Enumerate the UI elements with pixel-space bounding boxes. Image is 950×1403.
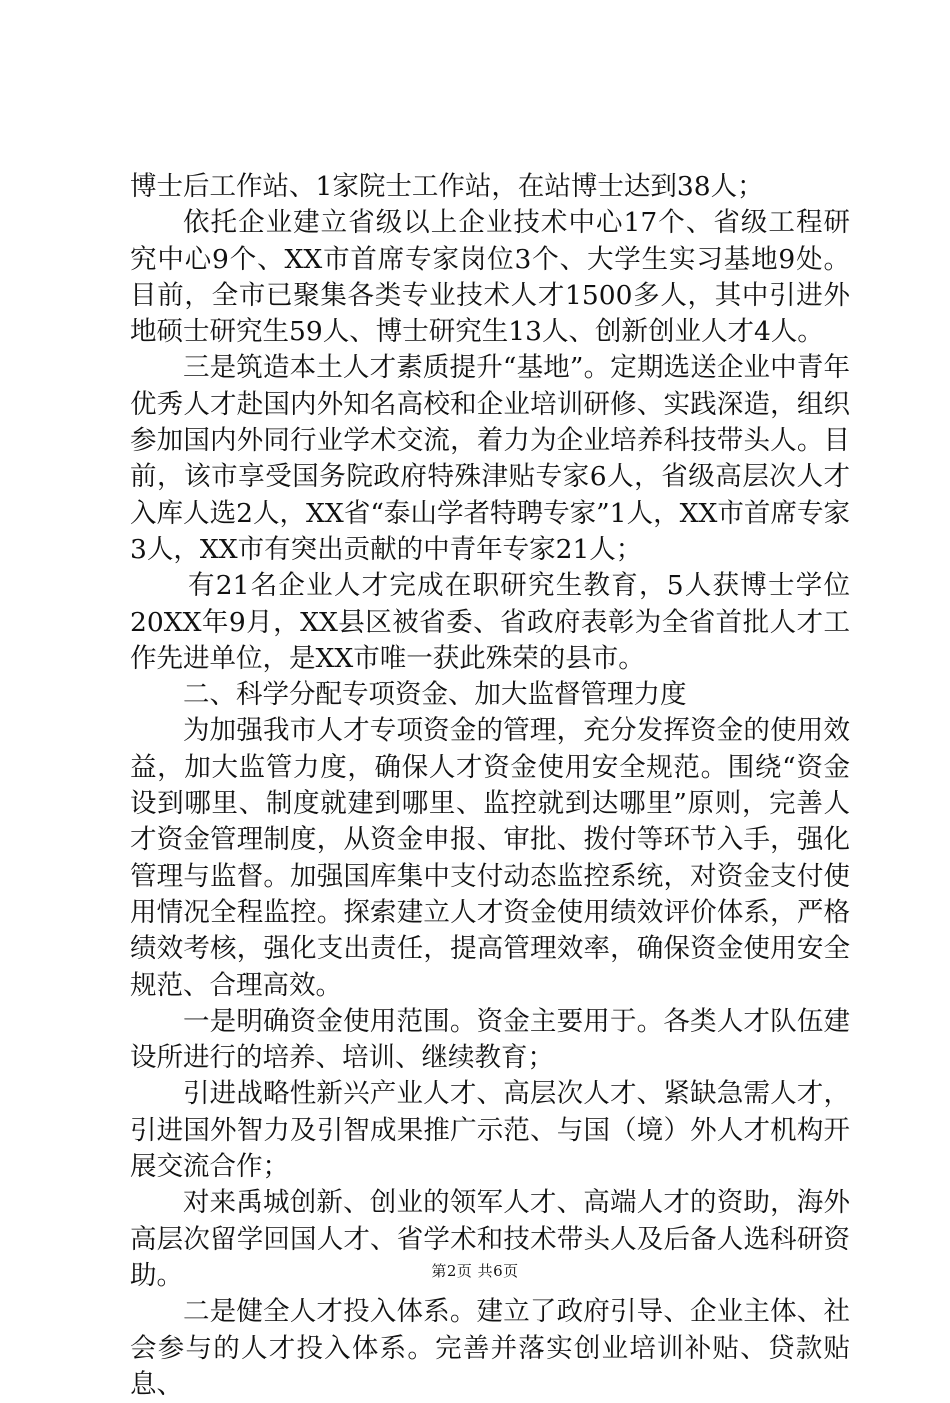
paragraph-fund-scope: 一是明确资金使用范围。资金主要用于。各类人才队伍建设所进行的培养、培训、继续教育； bbox=[130, 1005, 850, 1074]
paragraph-enterprise-centers: 依托企业建立省级以上企业技术中心17个、省级工程研究中心9个、XX市首席专家岗位3个、大学生实习基地9处。目前，全市已聚集各类专业技术人才1500多人，其中引进外地硕士研究生59人、博士研究生13人、创新创业人才4人。 bbox=[130, 207, 850, 348]
paragraph-investment-system: 二是健全人才投入体系。建立了政府引导、企业主体、社会参与的人才投入体系。完善并落实创业培训补贴、贷款贴息、 bbox=[130, 1296, 850, 1400]
paragraph-local-talent-base: 三是筑造本土人才素质提升“基地”。定期选送企业中青年优秀人才赴国内外知名高校和企业培训研修、实践深造，组织参加国内外同行业学术交流，着力为企业培养科技带头人。目前，该市享受国务院政府特殊津贴专家6人，省级高层次人才入库人选2人，XX省“泰山学者特聘专家”1人，XX市首席专家3人，XX市有突出贡献的中青年专家21人； bbox=[130, 352, 850, 565]
document-body bbox=[130, 169, 850, 1403]
section-heading-funds: 二、科学分配专项资金、加大监督管理力度 bbox=[183, 679, 687, 711]
paragraph-continuation: 博士后工作站、1家院士工作站，在站博士达到38人； bbox=[130, 171, 764, 202]
paragraph-fund-management: 为加强我市人才专项资金的管理，充分发挥资金的使用效益，加大监管力度，确保人才资金使用安全规范。围绕“资金设到哪里、制度就建到哪里、监控就到达哪里”原则，完善人才资金管理制度，从资金申报、审批、拨付等环节入手，强化管理与监督。加强国库集中支付动态监控系统，对资金支付使用情况全程监控。探索建立人才资金使用绩效评价体系，严格绩效考核，强化支出责任，提高管理效率，确保资金使用安全规范、合理高效。 bbox=[130, 715, 850, 1001]
paragraph-graduate-education: 有21名企业人才完成在职研究生教育，5人获博士学位20XX年9月，XX县区被省委、省政府表彰为全省首批人才工作先进单位，是XX市唯一获此殊荣的县市。 bbox=[130, 570, 850, 674]
paragraph-funding-support: 对来禹城创新、创业的领军人才、高端人才的资助，海外高层次留学回国人才、省学术和技术带头人及后备人选科研资助。 bbox=[130, 1187, 850, 1291]
page-number-footer: 第2页 共6页 bbox=[431, 1262, 519, 1280]
paragraph-talent-introduction: 引进战略性新兴产业人才、高层次人才、紧缺急需人才，引进国外智力及引智成果推广示范、与国（境）外人才机构开展交流合作； bbox=[130, 1078, 850, 1183]
